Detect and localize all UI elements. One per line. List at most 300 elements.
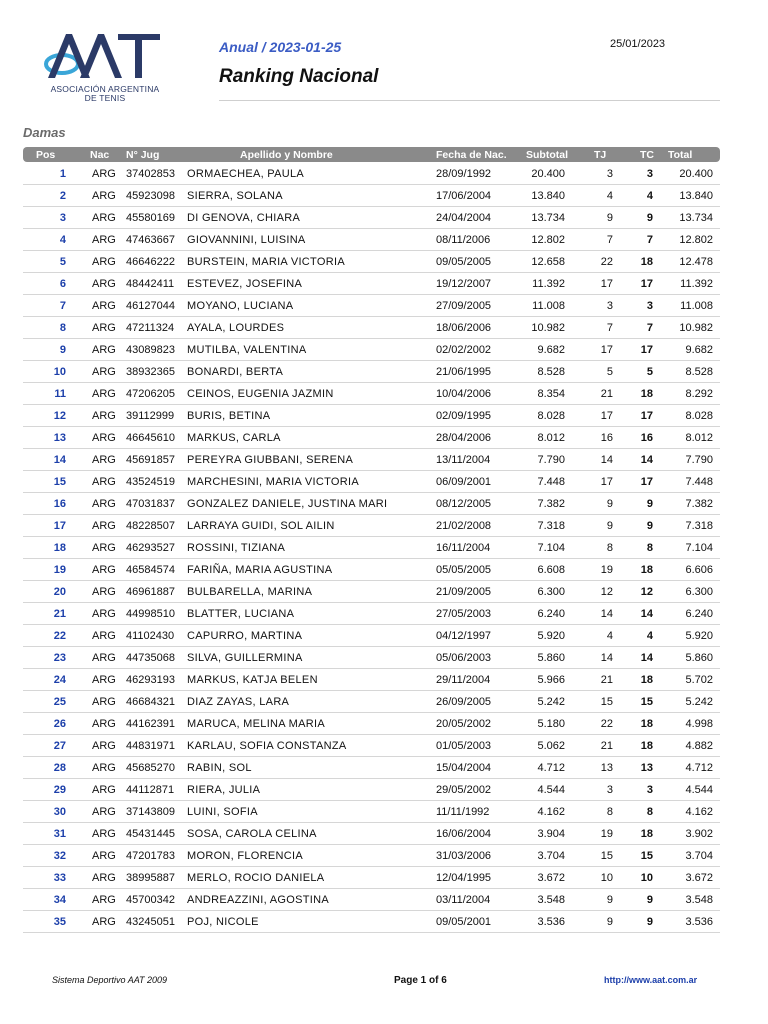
cell-subtotal: 5.966 (537, 674, 565, 686)
cell-subtotal: 7.382 (537, 498, 565, 510)
cell-total: 6.300 (685, 586, 713, 598)
cell-total: 7.790 (685, 454, 713, 466)
cell-jug: 37143809 (126, 806, 175, 818)
cell-fecha: 09/05/2001 (436, 916, 492, 928)
cell-tc: 9 (646, 520, 653, 532)
cell-name: PEREYRA GIUBBANI, SERENA (187, 454, 354, 466)
cell-nac: ARG (92, 542, 116, 554)
cell-subtotal: 7.318 (537, 520, 565, 532)
cell-total: 10.982 (679, 322, 713, 334)
table-row (23, 251, 720, 273)
cell-tc: 9 (646, 916, 653, 928)
cell-jug: 47206205 (126, 388, 175, 400)
cell-fecha: 04/12/1997 (436, 630, 492, 642)
table-row (23, 713, 720, 735)
cell-fecha: 01/05/2003 (436, 740, 492, 752)
table-row (23, 757, 720, 779)
cell-tj: 19 (600, 828, 613, 840)
table-row (23, 823, 720, 845)
cell-total: 4.544 (685, 784, 713, 796)
cell-total: 12.802 (679, 234, 713, 246)
cell-tj: 12 (600, 586, 613, 598)
cell-name: ORMAECHEA, PAULA (187, 168, 305, 180)
cell-jug: 44998510 (126, 608, 175, 620)
cell-pos: 12 (53, 410, 66, 422)
cell-tc: 13 (640, 762, 653, 774)
table-row (23, 735, 720, 757)
cell-name: LUINI, SOFIA (187, 806, 258, 818)
cell-tj: 3 (606, 300, 613, 312)
cell-nac: ARG (92, 498, 116, 510)
cell-tj: 4 (606, 190, 613, 202)
cell-pos: 30 (53, 806, 66, 818)
cell-pos: 13 (53, 432, 66, 444)
cell-nac: ARG (92, 828, 116, 840)
cell-tc: 14 (640, 652, 653, 664)
logo-line-2: DE TENIS (84, 93, 126, 103)
cell-name: GIOVANNINI, LUISINA (187, 234, 306, 246)
cell-tj: 17 (600, 476, 613, 488)
table-row (23, 581, 720, 603)
cell-jug: 46646222 (126, 256, 175, 268)
cell-pos: 2 (59, 190, 66, 202)
cell-total: 13.840 (679, 190, 713, 202)
cell-name: MERLO, ROCIO DANIELA (187, 872, 325, 884)
cell-pos: 28 (53, 762, 66, 774)
cell-nac: ARG (92, 718, 116, 730)
report-subtitle: Anual / 2023-01-25 (219, 39, 342, 55)
cell-nac: ARG (92, 850, 116, 862)
cell-tc: 3 (646, 300, 653, 312)
cell-name: MARKUS, KATJA BELEN (187, 674, 318, 686)
cell-pos: 1 (59, 168, 66, 180)
table-row (23, 207, 720, 229)
cell-name: KARLAU, SOFIA CONSTANZA (187, 740, 347, 752)
cell-name: ROSSINI, TIZIANA (187, 542, 286, 554)
cell-subtotal: 12.802 (531, 234, 565, 246)
cell-nac: ARG (92, 388, 116, 400)
report-title: Ranking Nacional (219, 66, 379, 87)
cell-nac: ARG (92, 322, 116, 334)
cell-pos: 18 (53, 542, 66, 554)
col-name: Apellido y Nombre (240, 148, 333, 161)
cell-tc: 17 (640, 476, 653, 488)
cell-fecha: 13/11/2004 (436, 454, 491, 466)
col-pos: Pos (36, 148, 56, 161)
cell-tj: 15 (600, 696, 613, 708)
cell-fecha: 06/09/2001 (436, 476, 492, 488)
cell-total: 7.448 (685, 476, 713, 488)
footer-page: Page 1 of 6 (394, 975, 447, 986)
cell-fecha: 19/12/2007 (436, 278, 492, 290)
cell-subtotal: 10.982 (531, 322, 565, 334)
cell-tj: 17 (600, 410, 613, 422)
cell-subtotal: 6.608 (537, 564, 565, 576)
cell-tc: 17 (640, 410, 653, 422)
cell-subtotal: 13.840 (531, 190, 565, 202)
table-row (23, 339, 720, 361)
cell-tc: 15 (640, 850, 653, 862)
cell-tc: 18 (640, 718, 653, 730)
cell-fecha: 27/09/2005 (436, 300, 492, 312)
cell-pos: 25 (53, 696, 66, 708)
cell-tc: 5 (646, 366, 653, 378)
cell-total: 4.162 (685, 806, 713, 818)
table-row (23, 845, 720, 867)
cell-tc: 14 (640, 608, 653, 620)
cell-name: MARUCA, MELINA MARIA (187, 718, 326, 730)
cell-jug: 45685270 (126, 762, 175, 774)
cell-name: SILVA, GUILLERMINA (187, 652, 303, 664)
aat-logo-icon (40, 30, 170, 82)
cell-subtotal: 5.062 (537, 740, 565, 752)
cell-total: 4.712 (685, 762, 713, 774)
cell-fecha: 28/09/1992 (436, 168, 492, 180)
cell-tc: 17 (640, 278, 653, 290)
cell-tj: 9 (606, 916, 613, 928)
col-subtotal: Subtotal (526, 148, 568, 161)
cell-fecha: 02/09/1995 (436, 410, 492, 422)
cell-total: 8.012 (685, 432, 713, 444)
cell-pos: 34 (53, 894, 66, 906)
table-row (23, 801, 720, 823)
cell-tc: 4 (646, 630, 653, 642)
cell-jug: 41102430 (126, 630, 175, 642)
cell-total: 5.702 (685, 674, 713, 686)
cell-pos: 16 (53, 498, 66, 510)
cell-tc: 14 (640, 454, 653, 466)
cell-tc: 3 (646, 784, 653, 796)
cell-tj: 14 (600, 608, 613, 620)
cell-total: 4.882 (685, 740, 713, 752)
cell-pos: 15 (53, 476, 66, 488)
cell-pos: 27 (53, 740, 66, 752)
cell-tj: 17 (600, 278, 613, 290)
cell-pos: 23 (53, 652, 66, 664)
cell-subtotal: 12.658 (531, 256, 565, 268)
cell-jug: 45700342 (126, 894, 175, 906)
cell-tj: 21 (600, 388, 613, 400)
cell-subtotal: 4.162 (537, 806, 565, 818)
cell-jug: 46645610 (126, 432, 175, 444)
cell-name: CAPURRO, MARTINA (187, 630, 303, 642)
cell-jug: 38995887 (126, 872, 175, 884)
cell-tc: 18 (640, 828, 653, 840)
cell-name: BULBARELLA, MARINA (187, 586, 313, 598)
cell-subtotal: 3.672 (537, 872, 565, 884)
col-jug: N° Jug (126, 148, 160, 161)
cell-subtotal: 20.400 (531, 168, 565, 180)
cell-tj: 14 (600, 652, 613, 664)
table-row (23, 691, 720, 713)
cell-jug: 44162391 (126, 718, 175, 730)
cell-pos: 22 (53, 630, 66, 642)
cell-pos: 3 (59, 212, 66, 224)
cell-pos: 4 (59, 234, 66, 246)
cell-jug: 46961887 (126, 586, 175, 598)
cell-tj: 3 (606, 168, 613, 180)
cell-pos: 33 (53, 872, 66, 884)
cell-nac: ARG (92, 366, 116, 378)
cell-tc: 15 (640, 696, 653, 708)
cell-subtotal: 5.242 (537, 696, 565, 708)
cell-nac: ARG (92, 806, 116, 818)
cell-nac: ARG (92, 256, 116, 268)
cell-total: 8.528 (685, 366, 713, 378)
cell-tj: 3 (606, 784, 613, 796)
cell-tc: 16 (640, 432, 653, 444)
cell-name: BURIS, BETINA (187, 410, 271, 422)
cell-nac: ARG (92, 696, 116, 708)
cell-fecha: 16/11/2004 (436, 542, 491, 554)
cell-nac: ARG (92, 762, 116, 774)
cell-tc: 7 (646, 322, 653, 334)
table-row (23, 779, 720, 801)
cell-tc: 3 (646, 168, 653, 180)
cell-jug: 44735068 (126, 652, 175, 664)
section-title: Damas (23, 125, 66, 140)
table-row (23, 889, 720, 911)
table-header (23, 147, 720, 162)
cell-subtotal: 7.104 (537, 542, 565, 554)
cell-pos: 14 (53, 454, 66, 466)
cell-fecha: 18/06/2006 (436, 322, 492, 334)
cell-pos: 8 (59, 322, 66, 334)
cell-fecha: 05/06/2003 (436, 652, 492, 664)
cell-pos: 19 (53, 564, 66, 576)
cell-nac: ARG (92, 432, 116, 444)
cell-subtotal: 4.544 (537, 784, 565, 796)
cell-total: 7.318 (685, 520, 713, 532)
cell-total: 7.382 (685, 498, 713, 510)
table-row (23, 669, 720, 691)
cell-fecha: 17/06/2004 (436, 190, 492, 202)
cell-tc: 17 (640, 344, 653, 356)
cell-fecha: 29/11/2004 (436, 674, 491, 686)
cell-tc: 12 (640, 586, 653, 598)
cell-tj: 17 (600, 344, 613, 356)
logo-line-1: ASOCIACIÓN ARGENTINA (50, 84, 160, 94)
cell-total: 11.392 (680, 278, 713, 290)
cell-tj: 13 (600, 762, 613, 774)
col-tc: TC (640, 148, 654, 161)
cell-nac: ARG (92, 564, 116, 576)
cell-total: 3.704 (685, 850, 713, 862)
cell-fecha: 24/04/2004 (436, 212, 492, 224)
table-row (23, 603, 720, 625)
cell-subtotal: 5.180 (537, 718, 565, 730)
ranking-table (23, 163, 720, 933)
cell-pos: 6 (59, 278, 66, 290)
cell-tj: 22 (600, 256, 613, 268)
cell-jug: 44831971 (126, 740, 175, 752)
cell-nac: ARG (92, 608, 116, 620)
cell-subtotal: 5.860 (537, 652, 565, 664)
cell-jug: 43524519 (126, 476, 175, 488)
cell-subtotal: 8.528 (537, 366, 565, 378)
cell-nac: ARG (92, 520, 116, 532)
cell-tj: 8 (606, 542, 613, 554)
table-row (23, 383, 720, 405)
cell-fecha: 11/11/1992 (436, 806, 490, 818)
cell-tc: 9 (646, 498, 653, 510)
cell-tj: 22 (600, 718, 613, 730)
cell-name: MARKUS, CARLA (187, 432, 281, 444)
cell-fecha: 20/05/2002 (436, 718, 492, 730)
cell-name: ESTEVEZ, JOSEFINA (187, 278, 303, 290)
cell-tj: 9 (606, 212, 613, 224)
cell-jug: 39112999 (126, 410, 175, 422)
cell-nac: ARG (92, 740, 116, 752)
cell-fecha: 09/05/2005 (436, 256, 492, 268)
cell-total: 5.860 (685, 652, 713, 664)
cell-total: 3.536 (685, 916, 713, 928)
cell-fecha: 21/02/2008 (436, 520, 492, 532)
cell-nac: ARG (92, 344, 116, 356)
cell-jug: 46584574 (126, 564, 175, 576)
cell-pos: 24 (53, 674, 66, 686)
cell-subtotal: 7.448 (537, 476, 565, 488)
cell-subtotal: 5.920 (537, 630, 565, 642)
cell-jug: 45923098 (126, 190, 175, 202)
cell-name: DIAZ ZAYAS, LARA (187, 696, 290, 708)
table-row (23, 493, 720, 515)
cell-tj: 7 (606, 322, 613, 334)
cell-jug: 45691857 (126, 454, 175, 466)
cell-nac: ARG (92, 784, 116, 796)
cell-nac: ARG (92, 586, 116, 598)
col-nac: Nac (90, 148, 110, 161)
cell-pos: 21 (53, 608, 66, 620)
cell-nac: ARG (92, 872, 116, 884)
cell-name: DI GENOVA, CHIARA (187, 212, 301, 224)
cell-tj: 19 (600, 564, 613, 576)
cell-name: RABIN, SOL (187, 762, 252, 774)
cell-fecha: 21/09/2005 (436, 586, 492, 598)
cell-name: RIERA, JULIA (187, 784, 261, 796)
cell-subtotal: 9.682 (537, 344, 565, 356)
cell-nac: ARG (92, 190, 116, 202)
cell-tj: 8 (606, 806, 613, 818)
cell-jug: 44112871 (126, 784, 175, 796)
cell-tc: 18 (640, 740, 653, 752)
cell-pos: 26 (53, 718, 66, 730)
cell-total: 8.292 (685, 388, 713, 400)
cell-fecha: 05/05/2005 (436, 564, 492, 576)
cell-total: 11.008 (680, 300, 713, 312)
table-row (23, 537, 720, 559)
cell-jug: 46684321 (126, 696, 175, 708)
cell-name: CEINOS, EUGENIA JAZMIN (187, 388, 334, 400)
cell-nac: ARG (92, 916, 116, 928)
cell-jug: 47211324 (126, 322, 175, 334)
cell-nac: ARG (92, 212, 116, 224)
cell-nac: ARG (92, 234, 116, 246)
cell-subtotal: 6.300 (537, 586, 565, 598)
cell-total: 7.104 (685, 542, 713, 554)
cell-name: BLATTER, LUCIANA (187, 608, 295, 620)
cell-fecha: 26/09/2005 (436, 696, 492, 708)
cell-name: AYALA, LOURDES (187, 322, 285, 334)
table-row (23, 185, 720, 207)
cell-name: MOYANO, LUCIANA (187, 300, 294, 312)
cell-subtotal: 8.354 (537, 388, 565, 400)
cell-name: BONARDI, BERTA (187, 366, 284, 378)
cell-fecha: 28/04/2006 (436, 432, 492, 444)
cell-total: 20.400 (679, 168, 713, 180)
table-row (23, 449, 720, 471)
cell-name: FARIÑA, MARIA AGUSTINA (187, 564, 333, 576)
table-row (23, 405, 720, 427)
cell-fecha: 16/06/2004 (436, 828, 492, 840)
col-fecha: Fecha de Nac. (436, 148, 507, 161)
cell-jug: 46293527 (126, 542, 175, 554)
cell-tj: 14 (600, 454, 613, 466)
cell-nac: ARG (92, 674, 116, 686)
cell-total: 3.902 (685, 828, 713, 840)
cell-name: MUTILBA, VALENTINA (187, 344, 307, 356)
cell-name: ANDREAZZINI, AGOSTINA (187, 894, 329, 906)
table-row (23, 163, 720, 185)
cell-tc: 4 (646, 190, 653, 202)
cell-total: 13.734 (679, 212, 713, 224)
cell-tc: 18 (640, 256, 653, 268)
footer-url-link[interactable]: http://www.aat.com.ar (604, 975, 698, 985)
cell-subtotal: 3.548 (537, 894, 565, 906)
footer-system: Sistema Deportivo AAT 2009 (52, 975, 168, 985)
cell-nac: ARG (92, 410, 116, 422)
cell-pos: 5 (59, 256, 66, 268)
cell-tc: 7 (646, 234, 653, 246)
table-row (23, 295, 720, 317)
cell-tc: 8 (646, 806, 653, 818)
table-row (23, 911, 720, 933)
table-row (23, 559, 720, 581)
cell-fecha: 21/06/1995 (436, 366, 492, 378)
cell-jug: 43245051 (126, 916, 175, 928)
cell-total: 3.672 (685, 872, 713, 884)
cell-pos: 31 (53, 828, 66, 840)
cell-fecha: 15/04/2004 (436, 762, 492, 774)
cell-name: SIERRA, SOLANA (187, 190, 283, 202)
table-row (23, 625, 720, 647)
cell-jug: 48228507 (126, 520, 175, 532)
cell-jug: 46293193 (126, 674, 175, 686)
cell-nac: ARG (92, 476, 116, 488)
cell-jug: 45580169 (126, 212, 175, 224)
cell-total: 12.478 (679, 256, 713, 268)
cell-pos: 20 (53, 586, 66, 598)
report-date: 25/01/2023 (610, 38, 666, 50)
cell-tc: 18 (640, 564, 653, 576)
cell-jug: 38932365 (126, 366, 175, 378)
cell-subtotal: 3.536 (537, 916, 565, 928)
cell-name: POJ, NICOLE (187, 916, 259, 928)
cell-subtotal: 7.790 (537, 454, 565, 466)
cell-total: 6.606 (685, 564, 713, 576)
cell-subtotal: 11.392 (532, 278, 565, 290)
cell-fecha: 02/02/2002 (436, 344, 492, 356)
cell-fecha: 08/11/2006 (436, 234, 491, 246)
cell-fecha: 29/05/2002 (436, 784, 492, 796)
cell-name: GONZALEZ DANIELE, JUSTINA MARI (187, 498, 388, 510)
cell-tj: 16 (600, 432, 613, 444)
table-row (23, 361, 720, 383)
table-row (23, 867, 720, 889)
col-tj: TJ (594, 148, 607, 161)
cell-nac: ARG (92, 894, 116, 906)
cell-total: 6.240 (685, 608, 713, 620)
